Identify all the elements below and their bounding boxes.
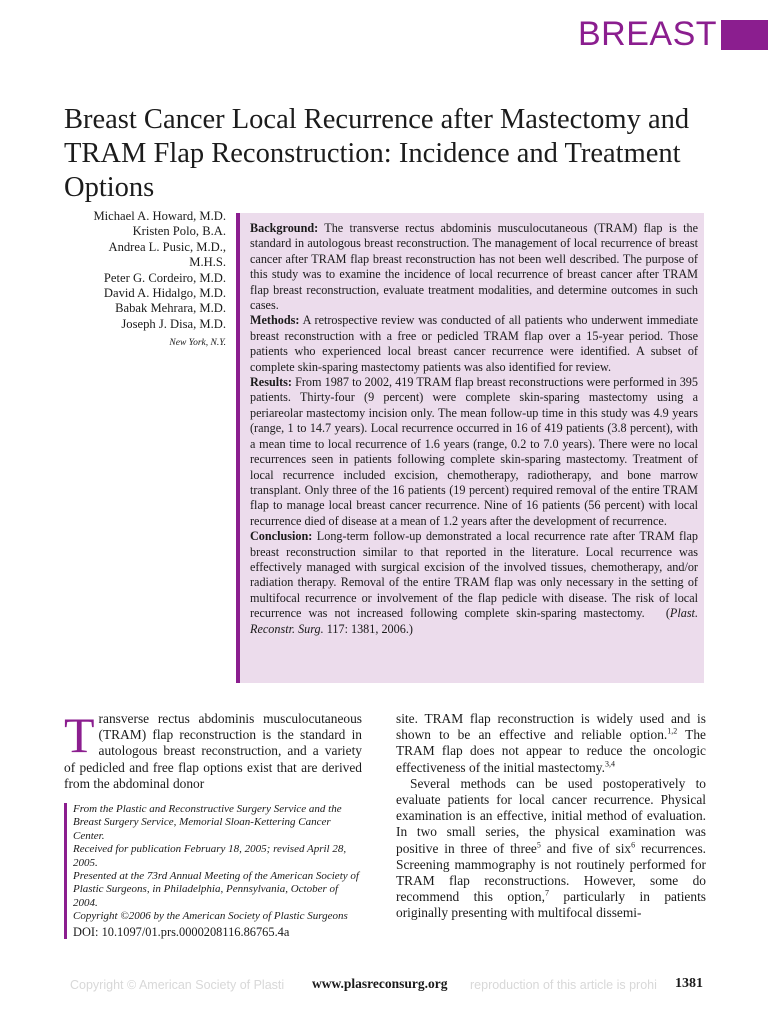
footnote-presented: Presented at the 73rd Annual Meeting of the American Society of Plastic Surgeons, in Philadelphia, Pennsylvania, October of 2004. [73,870,359,909]
citation-ref: 1,2 [667,726,678,736]
abstract-heading: Background: [250,221,319,235]
body-text: particularly in patients originally presenting with multifocal dissemi- [396,889,706,921]
abstract-text: The transverse rectus abdominis musculocutaneous (TRAM) flap is the standard in autologous breast reconstruction. The management of local recurrence of breast cancer after TRAM flap breast reconstruction has not been well described. The purpose of this study was to examine the incidence of local recurrence of breast cancer after TRAM flap breast reconstruction, evaluate treatment modalities, and determine outcomes in such cases. [250,221,699,313]
abstract-conclusion [250,529,698,637]
abstract-results [250,375,698,529]
body-paragraph [396,711,706,776]
body-text: site. TRAM flap reconstruction is widely used and is shown to be an effective and reliable option. [396,711,706,743]
section-banner [578,14,768,54]
intro-paragraph [64,707,362,792]
abstract-text: A retrospective review was conducted of all patients who underwent immediate breast reconstruction with a free or pedicled TRAM flap over a 15-year period. Those patients who experienced local breast cancer recurrence were identified. A subset of complete skin-sparing mastectomy patients was also identified for review. [250,313,699,374]
citation-ref: 3,4 [604,759,615,769]
author-name: Babak Mehrara, M.D. [115,301,226,316]
intro-text: ransverse rectus abdominis musculocutaneous (TRAM) flap reconstruction is the standard in autologous breast reconstruction, and a variety of pedicled and free flap options exist that are derived from the abdominal donor [64,711,362,791]
author-list [40,209,226,352]
author-name: David A. Hidalgo, M.D. [103,286,226,301]
citation-ref: 7 [544,888,549,898]
body-paragraph [396,776,706,922]
body-text: The TRAM flap does not appear to reduce the oncologic effectiveness of the initial mastectomy. [396,727,706,775]
abstract-heading: Conclusion: [250,529,313,544]
article-footnote [64,803,362,939]
footnote-affiliation: From the Plastic and Reconstructive Surgery Service and the Breast Surgery Service, Memorial Sloan-Kettering Cancer Center. [73,803,342,842]
right-column [396,711,706,922]
author-location: New York, N.Y. [169,338,226,349]
citation-ref: 6 [631,840,636,850]
page-footer [0,976,768,996]
footnote-copyright: Copyright ©2006 by the American Society of Plastic Surgeons [73,910,348,923]
abstract-box [236,213,704,683]
left-column [64,707,362,792]
footnote-doi: DOI: 10.1097/01.prs.0000208116.86765.4a [73,924,290,939]
author-name: Joseph J. Disa, M.D. [121,316,226,331]
footer-copyright-watermark: Copyright © American Society of Plasti [70,978,285,992]
citation-open: ( [665,606,670,621]
author-name: Andrea L. Pusic, M.D., [108,239,226,254]
author-name: Peter G. Cordeiro, M.D. [103,270,226,285]
footnote-received: Received for publication February 18, 2005; revised April 28, 2005. [73,843,347,869]
article-title: Breast Cancer Local Recurrence after Mastectomy and TRAM Flap Reconstruction: Incidence and Treatment Options [64,104,690,203]
section-bar [721,20,768,50]
author-name: M.H.S. [189,255,226,270]
abstract-heading: Methods: [250,313,300,328]
body-text: Several methods can be used postoperatively to evaluate patients for local cancer recurrence. Physical examination is an effective, initial method of evaluation. In two small series, the physical examination was positive in three of three [396,775,706,856]
abstract-methods [250,313,698,375]
citation-rest: 117: 1381, 2006.) [323,621,413,636]
author-name: Michael A. Howard, M.D. [93,209,226,223]
journal-url-link[interactable]: www.plasreconsurg.org [312,976,448,991]
citation-journal: Plast. Reconstr. Surg. [250,606,698,636]
abstract-text: Long-term follow-up demonstrated a local recurrence rate after TRAM flap breast reconstruction similar to that reported in the literature. Local recurrence was effectively managed with surgical excision of the involved tissues, chemotherapy, and/or radiation therapy. Removal of the entire TRAM flap was only necessary in the setting of multifocal recurrence or involvement of the flap pedicle with disease. The risk of local recurrence was not increased following complete skin-sparing mastectomy. [250,529,698,621]
abstract-background [250,221,698,313]
page-number: 1381 [675,976,703,991]
author-name: Kristen Polo, B.A. [132,224,226,239]
drop-cap: T [64,707,95,763]
body-text: and five of six [540,840,632,856]
citation-ref: 5 [536,840,541,850]
body-text: recurrences. Screening mammography is not routinely performed for TRAM flap reconstructions. However, some do recommend this option, [396,840,707,905]
abstract-heading: Results: [250,375,292,390]
abstract-text: From 1987 to 2002, 419 TRAM flap breast reconstructions were performed in 395 patients. Thirty-four (9 percent) were complete skin-sparing mastectomy using a periareolar mastectomy incision only. The mean follow-up time in this study was 4.9 years (range, 1 to 14.7 years). Local recurrence occurred in 16 of 419 patients (3.8 percent), with a mean time to local recurrence of 1.6 years (range, 0.2 to 7.0 years). There were no local recurrences seen in patients following complete skin-sparing mastectomy. Treatment of local recurrence included excision, chemotherapy, radiotherapy, and bone marrow transplant. Only three of the 16 patients (19 percent) required removal of the entire TRAM flap to manage local breast cancer recurrence. Nine of 16 patients (56 percent) with local recurrence died of disease at a mean of 1.2 years after the development of recurrence. [250,375,698,528]
footer-trailing-watermark: reproduction of this article is prohi [470,978,657,992]
section-label: BREAST [578,15,718,53]
